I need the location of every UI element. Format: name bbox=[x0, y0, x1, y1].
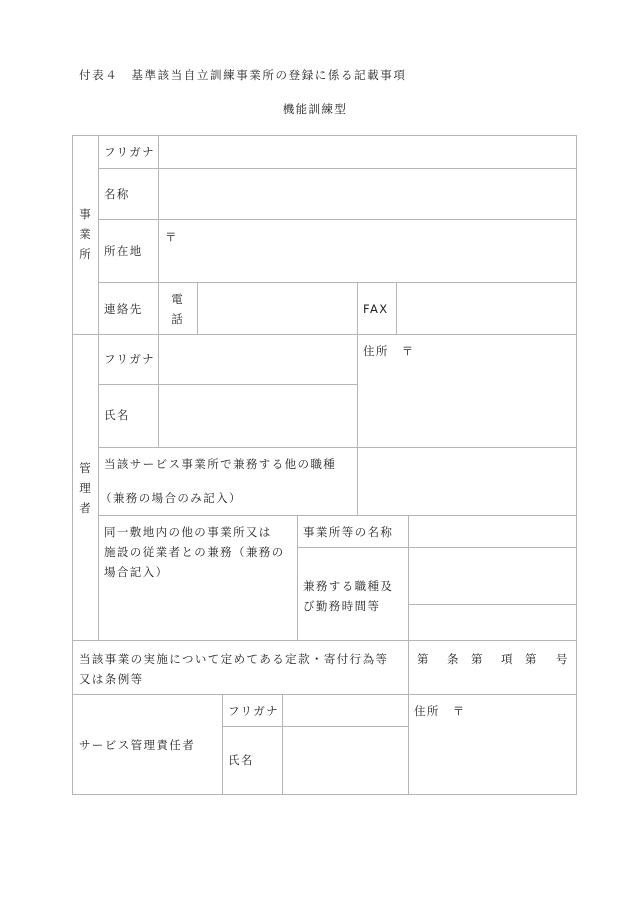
regulation-label: 又は条例等 bbox=[79, 672, 144, 686]
section-char: 者 bbox=[79, 501, 91, 515]
section-char: 理 bbox=[79, 481, 91, 495]
kanrisha-address-label: 住所 〒 bbox=[363, 344, 415, 358]
line-kan-address-left bbox=[357, 334, 358, 516]
line-kan-name-bottom bbox=[98, 447, 577, 448]
line-right bbox=[576, 135, 577, 795]
line-top bbox=[72, 135, 577, 136]
same-site-label: 場合記入） bbox=[104, 565, 169, 579]
jigyosho-name-label: 名称 bbox=[104, 187, 130, 201]
kanrisha-name-label: 氏名 bbox=[104, 408, 130, 422]
line-regulation-col bbox=[408, 640, 409, 695]
article-char: 第 bbox=[471, 652, 484, 666]
line-jig-label-col bbox=[158, 135, 159, 335]
line-jig-name-bottom bbox=[98, 219, 577, 220]
line-svc-furigana-bottom bbox=[222, 726, 408, 727]
line-kan-duty-bottom bbox=[98, 515, 577, 516]
line-office-name-bottom bbox=[297, 547, 577, 548]
office-name-label: 事業所等の名称 bbox=[303, 525, 394, 539]
line-kan-furigana-bottom bbox=[98, 384, 357, 385]
service-manager-furigana-label: フリガナ bbox=[228, 704, 280, 718]
line-jig-address-bottom bbox=[98, 282, 577, 283]
fax-label: FAX bbox=[363, 302, 389, 316]
line-jig-bottom bbox=[72, 334, 577, 335]
line-left bbox=[72, 135, 73, 795]
service-manager-address-label: 住所 〒 bbox=[414, 704, 466, 718]
section-char: 事 bbox=[79, 207, 91, 221]
same-site-label: 施設の従業者との兼務（兼務の bbox=[104, 545, 285, 559]
other-duty-note: （兼務の場合のみ記入） bbox=[100, 491, 242, 505]
phone-label-char: 話 bbox=[171, 312, 183, 326]
jigyosho-contact-label: 連絡先 bbox=[104, 302, 143, 316]
line-svc-label-col bbox=[222, 694, 223, 795]
duty-time-label: び勤務時間等 bbox=[303, 599, 381, 613]
duty-time-label: 兼務する職種及 bbox=[303, 579, 394, 593]
service-manager-name-label: 氏名 bbox=[228, 753, 254, 767]
jigyosho-address-label: 所在地 bbox=[104, 244, 143, 258]
line-office-value-col bbox=[408, 515, 409, 641]
line-section-divider bbox=[98, 135, 99, 641]
page-title: 付表４ 基準該当自立訓練事業所の登録に係る記載事項 bbox=[79, 68, 407, 82]
line-phone-col bbox=[197, 282, 198, 335]
jigyosho-furigana-label: フリガナ bbox=[104, 145, 156, 159]
regulation-label: 当該事業の実施について定めてある定款・寄付行為等 bbox=[79, 652, 389, 666]
same-site-label: 同一敷地内の他の事業所又は bbox=[104, 525, 272, 539]
line-kan-bottom bbox=[72, 640, 577, 641]
postal-mark: 〒 bbox=[165, 230, 178, 244]
article-char: 条 bbox=[447, 652, 460, 666]
kanrisha-furigana-label: フリガナ bbox=[104, 352, 156, 366]
phone-label-char: 電 bbox=[171, 292, 183, 306]
form-subtitle: 機能訓練型 bbox=[282, 102, 348, 116]
line-kan-label-col bbox=[158, 334, 159, 448]
line-svc-furigana-col bbox=[282, 694, 283, 795]
service-manager-label: サービス管理責任者 bbox=[79, 738, 196, 752]
line-fax-right bbox=[396, 282, 397, 335]
line-svc-address-left bbox=[408, 694, 409, 795]
line-jig-furigana-bottom bbox=[98, 168, 577, 169]
section-char: 所 bbox=[79, 247, 91, 261]
line-regulation-bottom bbox=[72, 694, 577, 695]
line-same-site-col bbox=[297, 515, 298, 641]
line-fax-left bbox=[357, 282, 358, 335]
section-char: 管 bbox=[79, 461, 91, 475]
article-char: 項 bbox=[501, 652, 514, 666]
line-duty-time-mid bbox=[408, 604, 577, 605]
section-char: 業 bbox=[79, 227, 91, 241]
other-duty-label: 当該サービス事業所で兼務する他の職種 bbox=[104, 457, 337, 471]
article-char: 号 bbox=[556, 652, 569, 666]
article-char: 第 bbox=[525, 652, 538, 666]
article-char: 第 bbox=[417, 652, 430, 666]
line-bottom bbox=[72, 794, 577, 795]
